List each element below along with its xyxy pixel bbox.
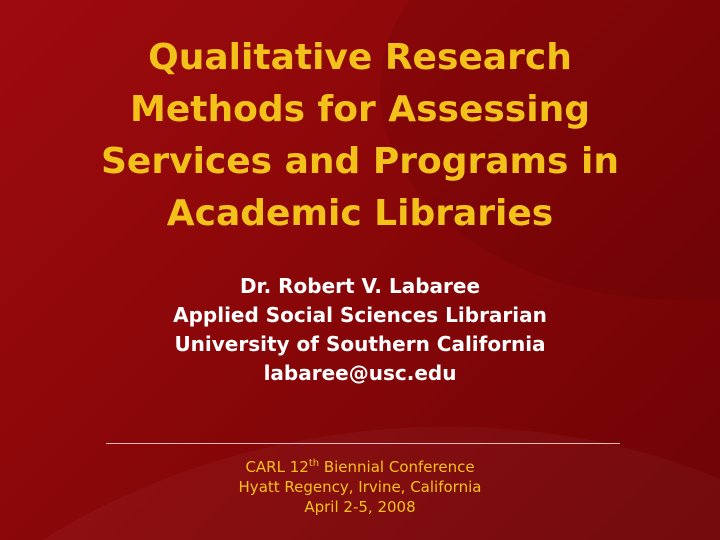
slide-title	[40, 32, 680, 240]
divider	[106, 443, 620, 444]
conference-venue: Hyatt Regency, Irvine, California	[238, 478, 482, 496]
title-line: Qualitative Research	[148, 37, 572, 78]
title-line: Methods for Assessing	[130, 89, 590, 130]
conference-ordinal-suffix: th	[308, 458, 320, 469]
conference-name-rest: Biennial Conference	[319, 458, 475, 476]
title-line: Services and Programs in	[101, 141, 619, 182]
title-line: Academic Libraries	[166, 193, 554, 234]
conference-block	[160, 457, 560, 517]
conference-name	[160, 457, 560, 477]
conference-name-prefix: CARL 12	[245, 458, 309, 476]
author-position: Applied Social Sciences Librarian	[173, 303, 547, 327]
author-email: labaree@usc.edu	[263, 361, 457, 385]
conference-dates: April 2-5, 2008	[304, 498, 416, 516]
author-institution: University of Southern California	[174, 332, 546, 356]
author-name: Dr. Robert V. Labaree	[239, 274, 481, 298]
author-block	[60, 272, 660, 388]
